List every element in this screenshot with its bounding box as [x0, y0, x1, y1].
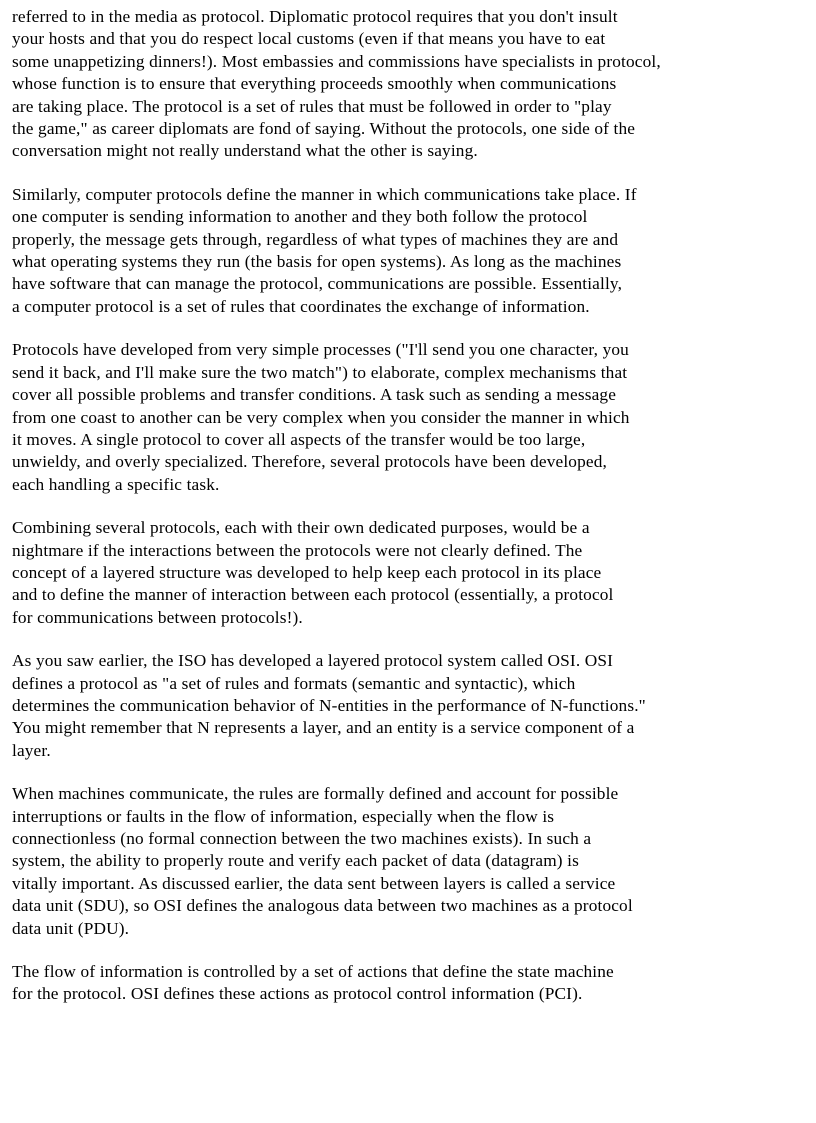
text-line: interruptions or faults in the flow of information, especially when the flow is	[12, 806, 555, 826]
text-line: Protocols have developed from very simple processes ("I'll send you one character, you	[12, 340, 629, 360]
text-line: for the protocol. OSI defines these actions as protocol control information (PCI).	[12, 984, 583, 1004]
text-line: it moves. A single protocol to cover all aspects of the transfer would be too large,	[12, 429, 586, 449]
text-line: connectionless (no formal connection between the two machines exists). In such a	[12, 829, 592, 848]
text-line: As you saw earlier, the ISO has developed a layered protocol system called OSI. OSI	[12, 651, 614, 671]
text-line: defines a protocol as "a set of rules and formats (semantic and syntactic), which	[12, 673, 576, 693]
document-page	[12, 0, 808, 1006]
paragraph-protocol-development	[12, 339, 808, 496]
text-line: one computer is sending information to another and they both follow the protocol	[12, 207, 588, 227]
text-line: cover all possible problems and transfer conditions. A task such as sending a message	[12, 385, 617, 405]
text-line: layer.	[12, 740, 51, 760]
paragraph-diplomatic-protocol	[12, 6, 808, 163]
paragraph-machine-communication	[12, 783, 808, 940]
paragraph-layered-structure	[12, 517, 808, 629]
text-line: unwieldy, and overly specialized. Therefore, several protocols have been developed,	[12, 452, 607, 472]
paragraph-protocol-control-information	[12, 961, 808, 1006]
text-line: Similarly, computer protocols define the manner in which communications take place. If	[12, 184, 637, 204]
text-line: some unappetizing dinners!). Most embassies and commissions have specialists in protocol,	[12, 51, 661, 71]
text-line: determines the communication behavior of N-entities in the performance of N-functions."	[12, 695, 646, 715]
paragraph-osi-definition	[12, 650, 808, 762]
text-line: data unit (PDU).	[12, 918, 130, 938]
text-line: vitally important. As discussed earlier, the data sent between layers is called a service	[12, 873, 616, 893]
text-line: from one coast to another can be very complex when you consider the manner in which	[12, 407, 630, 427]
text-line: You might remember that N represents a layer, and an entity is a service component of a	[12, 718, 635, 738]
text-line: When machines communicate, the rules are formally defined and account for possible	[12, 784, 619, 804]
text-line: what operating systems they run (the basis for open systems). As long as the machines	[12, 252, 622, 272]
text-line: data unit (SDU), so OSI defines the analogous data between two machines as a protocol	[12, 896, 633, 916]
text-line: the game," as career diplomats are fond of saying. Without the protocols, one side of the	[12, 119, 636, 139]
text-line: send it back, and I'll make sure the two match") to elaborate, complex mechanisms that	[12, 362, 628, 382]
text-line: properly, the message gets through, regardless of what types of machines they are and	[12, 229, 619, 249]
text-line: concept of a layered structure was developed to help keep each protocol in its place	[12, 562, 602, 582]
text-line: your hosts and that you do respect local customs (even if that means you have to eat	[12, 29, 606, 49]
text-line: for communications between protocols!).	[12, 607, 303, 627]
text-line: are taking place. The protocol is a set of rules that must be followed in order to "play	[12, 96, 612, 116]
paragraph-computer-protocols	[12, 184, 808, 318]
text-line: whose function is to ensure that everything proceeds smoothly when communications	[12, 74, 617, 94]
text-line: a computer protocol is a set of rules that coordinates the exchange of information.	[12, 296, 590, 316]
text-line: each handling a specific task.	[12, 474, 220, 494]
text-line: Combining several protocols, each with their own dedicated purposes, would be a	[12, 518, 590, 538]
text-line: have software that can manage the protocol, communications are possible. Essentially,	[12, 274, 623, 294]
text-line: The flow of information is controlled by a set of actions that define the state machine	[12, 962, 614, 982]
text-line: referred to in the media as protocol. Diplomatic protocol requires that you don't insult	[12, 7, 618, 26]
text-line: and to define the manner of interaction between each protocol (essentially, a protocol	[12, 585, 614, 605]
text-line: nightmare if the interactions between the protocols were not clearly defined. The	[12, 540, 583, 560]
text-line: system, the ability to properly route and verify each packet of data (datagram) is	[12, 851, 580, 871]
text-line: conversation might not really understand what the other is saying.	[12, 141, 478, 161]
